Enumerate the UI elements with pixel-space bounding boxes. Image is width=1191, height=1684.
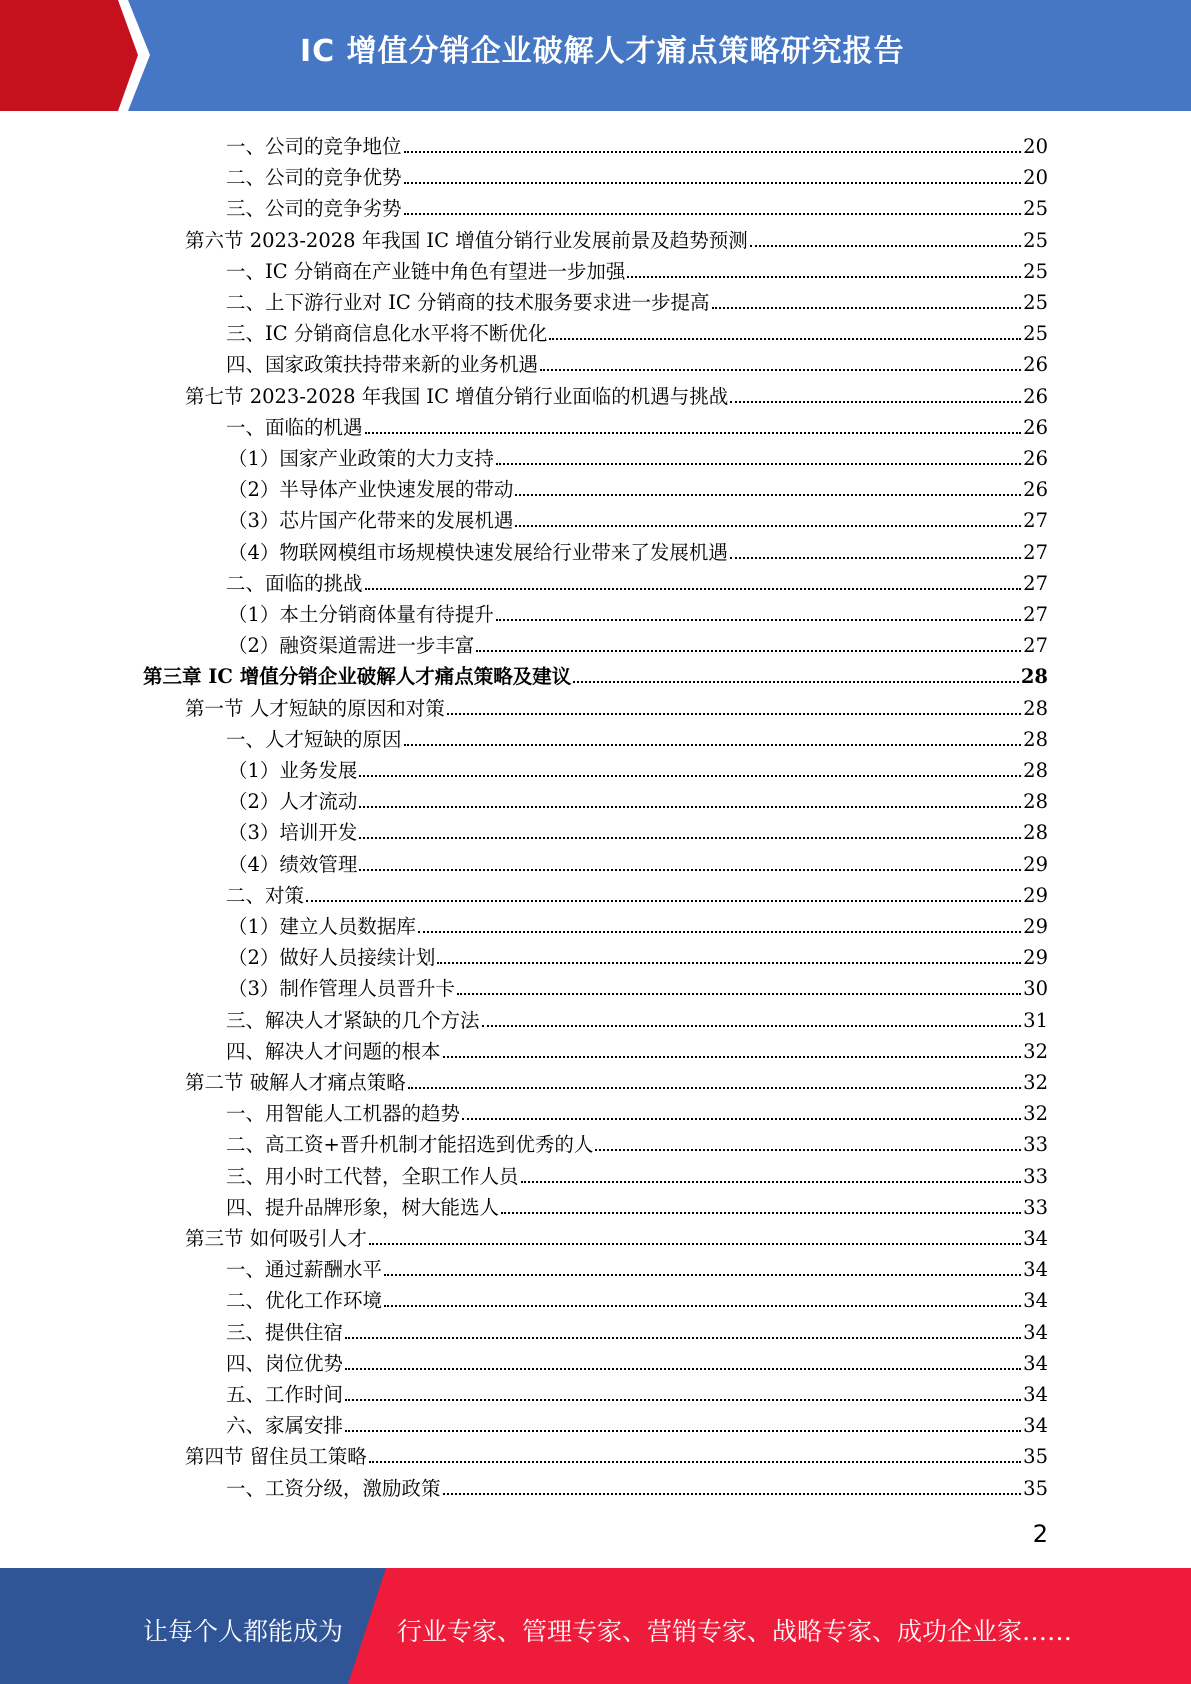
toc-dot-leader: [418, 909, 1021, 933]
toc-dot-leader: [365, 566, 1022, 590]
toc-dot-leader: [595, 1127, 1021, 1151]
toc-entry[interactable]: [228, 969, 1048, 1000]
toc-entry-label: 四、提升品牌形象，树大能选人: [226, 1195, 500, 1219]
toc-dot-leader: [404, 160, 1022, 184]
toc-entry-page: 32: [1023, 1071, 1048, 1094]
toc-dot-leader: [306, 878, 1021, 902]
toc-entry-label: 一、面临的机遇: [226, 415, 363, 439]
toc-entry-label: 第四节 留住员工策略: [185, 1445, 367, 1469]
toc-entry[interactable]: [228, 501, 1048, 532]
toc-entry[interactable]: [228, 845, 1048, 876]
toc-entry-label: 二、上下游行业对 IC 分销商的技术服务要求进一步提高: [226, 291, 710, 314]
toc-entry-page: 29: [1023, 915, 1048, 938]
toc-entry-label: 三、用小时工代替，全职工作人员: [226, 1164, 519, 1188]
toc-entry[interactable]: [226, 1001, 1048, 1032]
toc-entry-page: 27: [1023, 509, 1048, 533]
toc-entry-label: （3）制作管理人员晋升卡: [228, 977, 455, 1001]
toc-dot-leader: [369, 1439, 1021, 1463]
toc-dot-leader: [404, 191, 1022, 215]
toc-entry[interactable]: [228, 533, 1048, 564]
toc-dot-leader: [627, 254, 1021, 278]
toc-entry-label: 二、面临的挑战: [226, 571, 363, 595]
toc-entry[interactable]: [226, 1313, 1048, 1344]
toc-dot-leader: [345, 1315, 1021, 1339]
toc-entry[interactable]: [226, 1344, 1048, 1375]
toc-entry[interactable]: [228, 907, 1048, 938]
toc-entry-page: 33: [1023, 1195, 1048, 1219]
toc-entry[interactable]: [185, 1437, 1048, 1468]
toc-dot-leader: [573, 659, 1019, 683]
footer-slogan-right: 行业专家、管理专家、营销专家、战略专家、成功企业家……: [397, 1617, 1073, 1646]
toc-entry-label: （2）人才流动: [228, 790, 358, 814]
toc-dot-leader: [384, 1252, 1021, 1276]
toc-entry-label: 四、国家政策扶持带来新的业务机遇: [226, 353, 539, 377]
toc-dot-leader: [540, 347, 1021, 371]
toc-entry-label: 第六节 2023-2028 年我国 IC 增值分销行业发展前景及趋势预测: [185, 228, 748, 252]
toc-entry[interactable]: [226, 1281, 1048, 1312]
toc-entry-label: 五、工作时间: [226, 1383, 344, 1406]
toc-entry[interactable]: [226, 1157, 1048, 1188]
toc-entry-page: 28: [1023, 790, 1048, 814]
toc-entry-label: 二、对策: [226, 883, 305, 907]
toc-entry-label: （4）物联网模组市场规模快速发展给行业带来了发展机遇: [228, 540, 728, 564]
toc-dot-leader: [496, 441, 1021, 465]
toc-entry[interactable]: [226, 189, 1048, 220]
toc-entry-label: 三、IC 分销商信息化水平将不断优化: [226, 322, 548, 346]
toc-entry-label: （1）建立人员数据库: [228, 915, 416, 938]
toc-entry[interactable]: [228, 626, 1048, 657]
toc-entry[interactable]: [185, 1063, 1048, 1094]
toc-entry-label: 第七节 2023-2028 年我国 IC 增值分销行业面临的机遇与挑战: [185, 384, 729, 408]
toc-dot-leader: [462, 1096, 1021, 1120]
toc-dot-leader: [404, 129, 1022, 153]
toc-dot-leader: [515, 503, 1021, 527]
toc-entry-page: 34: [1023, 1320, 1048, 1344]
toc-entry-page: 31: [1023, 1008, 1048, 1032]
toc-entry-label: 三、公司的竞争劣势: [226, 197, 402, 221]
toc-entry-label: 一、IC 分销商在产业链中角色有望进一步加强: [226, 259, 626, 283]
toc-entry-page: 25: [1023, 197, 1048, 221]
toc-entry-page: 27: [1023, 634, 1048, 658]
toc-entry-page: 27: [1023, 603, 1048, 626]
toc-entry-page: 27: [1023, 540, 1048, 564]
toc-entry[interactable]: [226, 1375, 1048, 1406]
toc-entry-page: 25: [1023, 228, 1048, 252]
toc-dot-leader: [712, 285, 1022, 309]
toc-dot-leader: [359, 815, 1021, 839]
toc-entry-label: （3）培训开发: [228, 821, 358, 845]
toc-entry-page: 33: [1023, 1164, 1048, 1188]
toc-entry-label: 三、提供住宿: [226, 1320, 344, 1344]
toc-entry-label: 第三章 IC 增值分销企业破解人才痛点策略及建议: [143, 665, 572, 689]
toc-entry-page: 35: [1023, 1476, 1048, 1500]
toc-entry-page: 28: [1023, 696, 1048, 720]
toc-entry-page: 26: [1023, 415, 1048, 439]
toc-dot-leader: [521, 1159, 1022, 1183]
page-footer: [0, 1568, 1191, 1684]
toc-entry-label: 六、家属安排: [226, 1414, 344, 1438]
toc-entry[interactable]: [226, 1094, 1048, 1125]
toc-entry-label: 二、公司的竞争优势: [226, 166, 402, 190]
toc-entry-label: 一、用智能人工机器的趋势: [226, 1102, 461, 1126]
toc-dot-leader: [384, 1283, 1021, 1307]
toc-entry[interactable]: [143, 657, 1048, 688]
toc-entry[interactable]: [226, 1406, 1048, 1437]
toc-dot-leader: [496, 597, 1021, 621]
toc-dot-leader: [549, 316, 1021, 340]
toc-entry[interactable]: [226, 314, 1048, 345]
toc-entry[interactable]: [228, 751, 1048, 782]
toc-dot-leader: [369, 1221, 1021, 1245]
toc-entry-label: （3）芯片国产化带来的发展机遇: [228, 509, 514, 533]
toc-entry-label: （2）半导体产业快速发展的带动: [228, 478, 514, 502]
toc-entry-page: 25: [1023, 291, 1048, 314]
toc-dot-leader: [359, 784, 1021, 808]
toc-entry-label: 一、公司的竞争地位: [226, 135, 402, 158]
toc-entry[interactable]: [226, 158, 1048, 189]
toc-dot-leader: [345, 1346, 1021, 1370]
toc-dot-leader: [482, 1003, 1022, 1027]
toc-dot-leader: [404, 722, 1022, 746]
toc-entry[interactable]: [185, 1219, 1048, 1250]
toc-entry-label: 二、高工资+晋升机制才能招选到优秀的人: [226, 1133, 594, 1157]
page-header: [0, 0, 1191, 111]
toc-entry-page: 26: [1023, 384, 1048, 408]
toc-entry-label: （1）国家产业政策的大力支持: [228, 447, 494, 470]
toc-entry-page: 20: [1023, 135, 1048, 158]
toc-entry-page: 25: [1023, 322, 1048, 346]
toc-entry[interactable]: [228, 938, 1048, 969]
toc-entry[interactable]: [226, 1469, 1048, 1500]
toc-entry-label: 四、解决人才问题的根本: [226, 1039, 441, 1063]
toc-entry[interactable]: [226, 1125, 1048, 1156]
page-number: 2: [1032, 1520, 1048, 1548]
toc-entry-label: （4）绩效管理: [228, 852, 358, 876]
toc-entry-label: （1）本土分销商体量有待提升: [228, 603, 494, 626]
toc-entry-page: 34: [1023, 1258, 1048, 1282]
toc-dot-leader: [359, 753, 1021, 777]
toc-entry-label: 一、人才短缺的原因: [226, 727, 402, 751]
toc-entry[interactable]: [226, 345, 1048, 376]
toc-entry[interactable]: [185, 689, 1048, 720]
toc-entry[interactable]: [228, 595, 1048, 626]
toc-entry-page: 26: [1023, 478, 1048, 502]
toc-entry-page: 34: [1023, 1414, 1048, 1438]
toc-entry-label: 三、解决人才紧缺的几个方法: [226, 1008, 480, 1032]
toc-entry[interactable]: [226, 720, 1048, 751]
footer-slogan-left: 让每个人都能成为: [143, 1617, 344, 1646]
toc-entry[interactable]: [226, 127, 1048, 158]
toc-dot-leader: [443, 1034, 1022, 1058]
toc-entry[interactable]: [226, 283, 1048, 314]
toc-dot-leader: [750, 223, 1021, 247]
toc-entry[interactable]: [228, 470, 1048, 501]
toc-dot-leader: [408, 1065, 1021, 1089]
toc-entry[interactable]: [226, 1032, 1048, 1063]
toc-entry-page: 28: [1020, 665, 1048, 689]
toc-dot-leader: [345, 1377, 1021, 1401]
toc-entry[interactable]: [185, 221, 1048, 252]
toc-entry-page: 28: [1023, 727, 1048, 751]
toc-entry-page: 29: [1023, 852, 1048, 876]
toc-entry-page: 28: [1023, 759, 1048, 782]
toc-dot-leader: [365, 410, 1022, 434]
toc-entry-label: 四、岗位优势: [226, 1351, 344, 1375]
toc-entry-page: 20: [1023, 166, 1048, 190]
toc-entry-page: 26: [1023, 447, 1048, 470]
toc-dot-leader: [730, 379, 1021, 403]
toc-entry-page: 27: [1023, 571, 1048, 595]
toc-entry-page: 34: [1023, 1289, 1048, 1313]
toc-entry-label: （2）融资渠道需进一步丰富: [228, 634, 475, 658]
toc-entry-label: （2）做好人员接续计划: [228, 946, 436, 970]
toc-entry-label: 一、工资分级，激励政策: [226, 1476, 441, 1500]
toc-entry-label: 第一节 人才短缺的原因和对策: [185, 696, 445, 720]
toc-entry-page: 34: [1023, 1351, 1048, 1375]
toc-entry-page: 29: [1023, 946, 1048, 970]
toc-entry[interactable]: [185, 377, 1048, 408]
toc-dot-leader: [457, 971, 1021, 995]
toc-dot-leader: [443, 1471, 1022, 1495]
toc-entry-page: 25: [1023, 259, 1048, 283]
toc-entry[interactable]: [226, 564, 1048, 595]
toc-dot-leader: [515, 472, 1021, 496]
toc-entry[interactable]: [226, 1250, 1048, 1281]
toc-entry-page: 26: [1023, 353, 1048, 377]
toc-dot-leader: [730, 535, 1021, 559]
report-title: IC 增值分销企业破解人才痛点策略研究报告: [300, 34, 905, 69]
toc-entry-label: 第三节 如何吸引人才: [185, 1227, 367, 1250]
toc-entry-label: （1）业务发展: [228, 759, 358, 782]
toc-entry[interactable]: [228, 813, 1048, 844]
toc-entry[interactable]: [228, 782, 1048, 813]
toc-dot-leader: [476, 628, 1021, 652]
toc-entry-page: 29: [1023, 883, 1048, 907]
toc-entry[interactable]: [226, 1188, 1048, 1219]
toc-entry-label: 第二节 破解人才痛点策略: [185, 1071, 406, 1094]
toc-entry-page: 28: [1023, 821, 1048, 845]
toc-entry-page: 33: [1023, 1133, 1048, 1157]
toc-entry-label: 二、优化工作环境: [226, 1289, 383, 1313]
toc-entry[interactable]: [226, 876, 1048, 907]
toc-entry-label: 一、通过薪酬水平: [226, 1258, 383, 1282]
toc-entry-page: 32: [1023, 1102, 1048, 1126]
toc-dot-leader: [345, 1408, 1021, 1432]
toc-dot-leader: [359, 847, 1021, 871]
chevron-arrow-icon: [0, 0, 160, 111]
toc-entry-page: 34: [1023, 1383, 1048, 1406]
toc-entry[interactable]: [226, 408, 1048, 439]
toc-entry-page: 34: [1023, 1227, 1048, 1250]
toc-dot-leader: [501, 1190, 1021, 1214]
toc-dot-leader: [437, 940, 1021, 964]
toc-entry-page: 32: [1023, 1039, 1048, 1063]
toc-entry-page: 30: [1023, 977, 1048, 1001]
toc-entry-page: 35: [1023, 1445, 1048, 1469]
toc-entry[interactable]: [226, 252, 1048, 283]
toc-dot-leader: [447, 691, 1021, 715]
toc-entry[interactable]: [228, 439, 1048, 470]
